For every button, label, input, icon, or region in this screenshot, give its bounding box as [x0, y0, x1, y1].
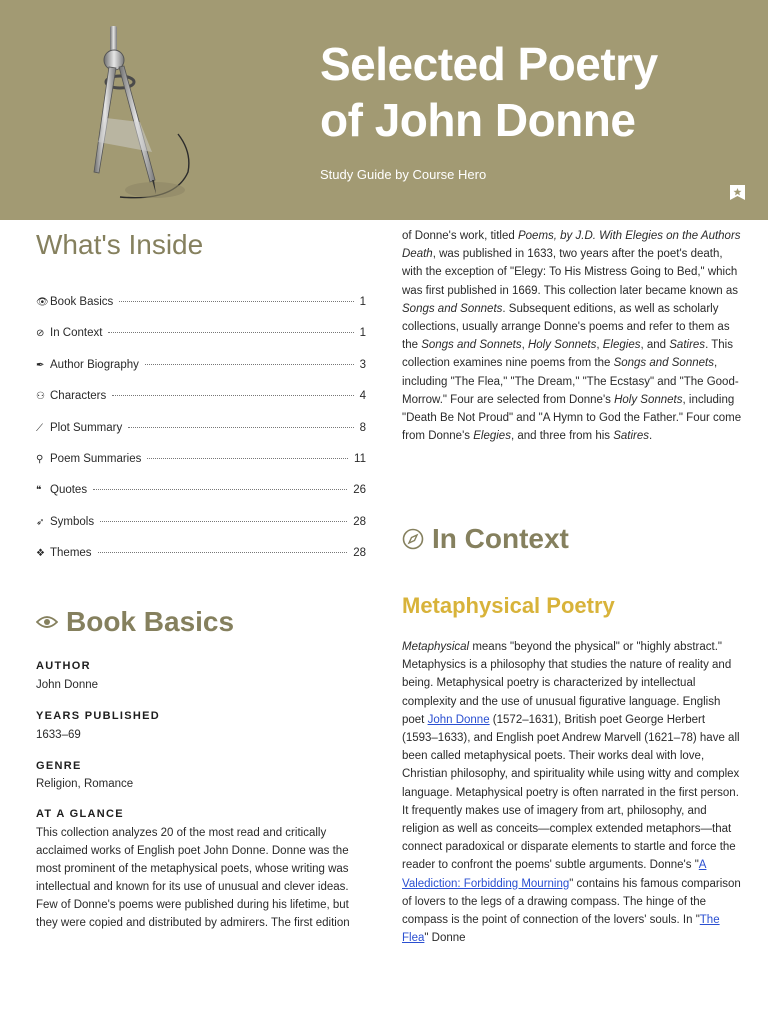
in-context-title: In Context [432, 523, 569, 554]
title-line-2: of John Donne [320, 94, 636, 146]
people-icon: ⚇ [36, 391, 45, 403]
toc-item-plot-summary[interactable] [36, 422, 366, 453]
puzzle-icon: ❖ [36, 548, 45, 560]
leader-dots [93, 489, 347, 490]
toc-label: Quotes [50, 484, 88, 497]
quote-icon: ❝ [36, 485, 42, 497]
subtitle: Study Guide by Course Hero [320, 167, 487, 182]
compass-icon: ⊘ [36, 328, 45, 340]
john-donne-link[interactable]: John Donne [427, 713, 490, 726]
leader-dots [100, 521, 347, 522]
toc-page: 11 [354, 452, 366, 465]
leader-dots [98, 552, 348, 553]
bookmark-star-icon [729, 184, 746, 201]
leader-dots [128, 427, 353, 428]
leader-dots [119, 301, 353, 302]
document-title [320, 36, 740, 148]
toc-item-author-biography[interactable] [36, 359, 366, 390]
drawing-compass-illustration [80, 22, 200, 207]
cover-header [0, 0, 768, 220]
toc-page: 8 [359, 421, 366, 434]
metaphysical-poetry-paragraph: Metaphysical means "beyond the physical" or "highly abstract." Metaphysics is a philosophy that studies the nature of reality and being. Metaphysical poetry is characterized by intellectual complexity and the use of unusual figurative language. English poet John Donne (1572–1631), British poet George Herbert (1593–1633), and English poet Andrew Marvell (1621–78) have all been called metaphysical poets. Their works deal with love, Christian philosophy, and spirituality while using witty and complex language. Metaphysical poetry is often narrated in the first person. It frequently makes use of imagery from art, philosophy, and religion as well as conceits—complex extended metaphors—that connect paradoxical or disparate elements to startle and force the reader to confront the poems' subtle arguments. Donne's "A Valediction: Forbidding Mourning" contains his famous comparison of lovers to the legs of a drawing compass. The hinge of the compass is the point of connection of the lovers' souls. In "The Flea" Donne [402, 641, 741, 945]
leader-dots [147, 458, 348, 459]
leader-dots [108, 332, 353, 333]
toc-label: Poem Summaries [50, 452, 142, 465]
book-basics-title: Book Basics [66, 606, 235, 637]
toc-item-themes[interactable] [36, 547, 366, 578]
toc-item-symbols[interactable] [36, 516, 366, 547]
toc-page: 28 [353, 515, 366, 528]
author-label: AUTHOR [36, 660, 91, 672]
metaphysical-poetry-heading: Metaphysical Poetry [402, 593, 615, 618]
toc-item-characters[interactable] [36, 390, 366, 421]
chart-icon: ⟋ [36, 422, 43, 434]
valediction-link[interactable]: A Valediction: Forbidding Mourning [402, 859, 707, 890]
years-value: 1633–69 [36, 729, 81, 741]
toc-label: Plot Summary [50, 421, 123, 434]
toc-label: Book Basics [50, 296, 114, 308]
leader-dots [112, 395, 353, 396]
toc-heading: What's Inside [36, 229, 204, 260]
toc-item-poem-summaries[interactable] [36, 453, 366, 484]
toc-label: Author Biography [50, 358, 139, 371]
years-label: YEARS PUBLISHED [36, 710, 161, 722]
compass-icon [402, 528, 424, 550]
toc-page: 1 [359, 296, 366, 308]
genre-label: GENRE [36, 760, 82, 772]
toc-item-quotes[interactable] [36, 484, 366, 515]
toc-page: 26 [353, 484, 366, 497]
continued-paragraph: of Donne's work, titled Poems, by J.D. With Elegies on the Authors Death, was published in 1633, two years after the poet's death, with the exception of "Elegy: To His Mistress Going to Bed," which was first published in 1669. This collection later became known as Songs and Sonnets. Subsequent editions, as well as scholarly collections, usually arrange Donne's poems and refer to them as the Songs and Sonnets, Holy Sonnets, Elegies, and Satires. This collection examines nine poems from the Songs and Sonnets, including "The Flea," "The Dream," "The Ecstasy" and "The Good-Morrow." Four are selected from Donne's Holy Sonnets, including "Death Be Not Proud" and "A Hymn to God the Father." Four come from Donne's Elegies, and three from his Satires. [402, 230, 742, 443]
at-a-glance-label: AT A GLANCE [36, 808, 124, 820]
leader-dots [145, 364, 354, 365]
toc-page: 3 [359, 358, 366, 371]
toc-label: In Context [50, 327, 103, 340]
toc-label: Themes [50, 547, 92, 560]
toc-page: 4 [359, 390, 366, 403]
toc-label: Symbols [50, 515, 95, 528]
table-of-contents [36, 296, 366, 579]
at-a-glance-text: This collection analyzes 20 of the most read and critically acclaimed works of English poet John Donne. Donne was the most prominent of the metaphysical poets, whose writing was intellectual and known for its use of unusual and clever ideas. Few of Donne's poems were published during his lifetime, but they were copied and distributed by admirers. The first edition [36, 827, 350, 930]
author-value: John Donne [36, 679, 99, 691]
in-context-heading [402, 523, 569, 555]
eye-icon: 👁 [36, 297, 49, 308]
magnifier-icon: ⚲ [36, 453, 44, 465]
toc-page: 1 [359, 327, 366, 340]
bird-icon: ➶ [36, 516, 45, 528]
book-basics-heading [36, 606, 234, 638]
the-flea-link[interactable]: The Flea [402, 914, 720, 945]
genre-value: Religion, Romance [36, 778, 134, 790]
title-line-1: Selected Poetry [320, 38, 658, 90]
pen-nib-icon: ✒ [36, 359, 45, 371]
toc-item-book-basics[interactable] [36, 296, 366, 327]
toc-item-in-context[interactable] [36, 327, 366, 358]
toc-label: Characters [50, 390, 107, 403]
eye-icon [36, 615, 58, 629]
toc-page: 28 [353, 547, 366, 560]
